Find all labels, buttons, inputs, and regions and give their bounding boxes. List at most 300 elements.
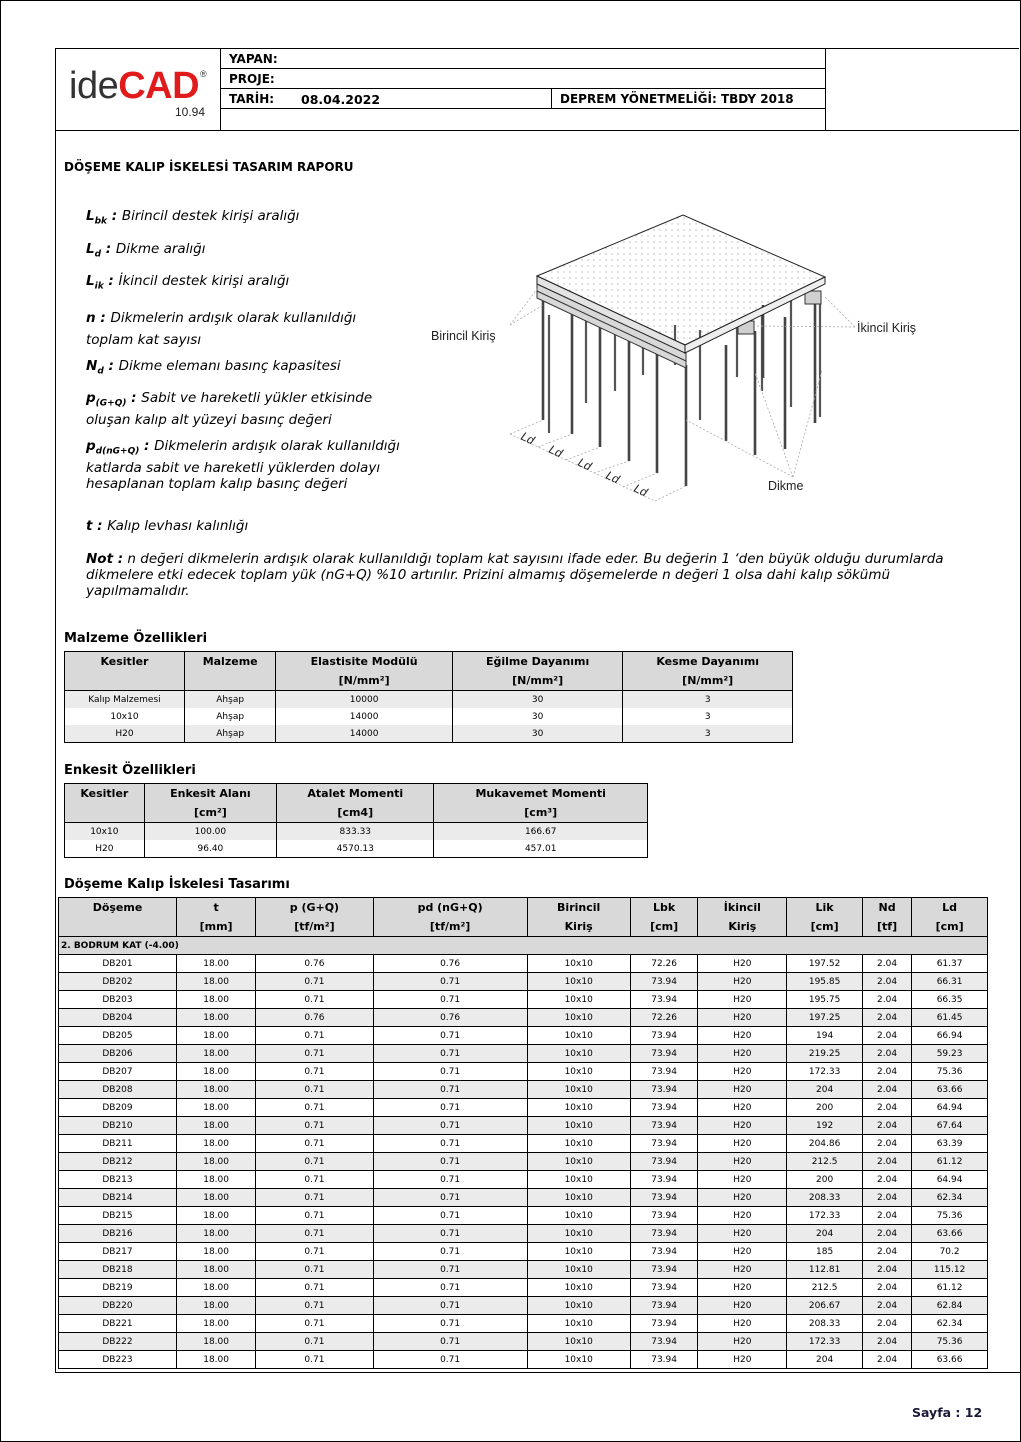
table-cell: 2.04 [862,1153,911,1171]
table-cell: 0.71 [373,1333,527,1351]
table-cell: 62.34 [912,1189,988,1207]
table-cell: 64.94 [912,1171,988,1189]
table-cell: DB216 [59,1225,177,1243]
table-cell: 0.71 [256,1279,373,1297]
group-label: 2. BODRUM KAT (-4.00) [59,937,988,955]
table-cell: 18.00 [177,1315,256,1333]
table-row [59,1207,988,1225]
legend-description: Dikmelerin ardışık olarak kullanıldığı toplam kat sayısı [86,310,357,348]
table-cell: 172.33 [787,1207,863,1225]
column-header [698,898,787,937]
table-cell: 10x10 [527,991,630,1009]
table-row [59,973,988,991]
table-cell: 73.94 [630,1171,698,1189]
header-line-1: pd (nG+Q) [417,901,483,914]
table-cell: 204 [787,1081,863,1099]
legend-item [86,518,406,540]
table-cell: 62.84 [912,1297,988,1315]
table-cell: 10x10 [527,1135,630,1153]
table-cell: 0.71 [256,1135,373,1153]
table-cell: 0.71 [373,1135,527,1153]
table-cell: 72.26 [630,1009,698,1027]
legend-subscript: d [94,249,102,260]
table-cell: 0.71 [373,991,527,1009]
table-row [65,708,793,725]
table-cell: 2.04 [862,1243,911,1261]
table-cell: 0.76 [373,1009,527,1027]
table-cell: 0.71 [373,1171,527,1189]
table-row [59,1153,988,1171]
table-cell: Ahşap [184,691,275,709]
table-row [59,1117,988,1135]
table-cell: H20 [698,991,787,1009]
table-cell: DB219 [59,1279,177,1297]
table-cell: 73.94 [630,1279,698,1297]
table-cell: 2.04 [862,1045,911,1063]
table-cell: 63.66 [912,1081,988,1099]
table-cell: DB208 [59,1081,177,1099]
table-cell: 30 [452,691,623,709]
legend-colon: : [101,241,116,257]
table-cell: 197.52 [787,955,863,973]
legend-description: Dikme elemanı basınç kapasitesi [118,358,341,374]
yapan-row [221,49,825,69]
table-cell: DB203 [59,991,177,1009]
table-cell: 2.04 [862,1099,911,1117]
table-cell: 18.00 [177,1297,256,1315]
table-row [59,1261,988,1279]
header-line-2 [65,671,184,690]
header-line-1: Kesitler [100,655,149,668]
table-cell: 0.71 [373,1261,527,1279]
table-cell: 0.71 [373,1189,527,1207]
table-cell: 61.45 [912,1009,988,1027]
deprem-yonetmeligi: DEPREM YÖNETMELİĞİ: TBDY 2018 [560,92,794,106]
header-line-1: p (G+Q) [289,901,340,914]
table-cell: 64.94 [912,1099,988,1117]
header-line-1: Ld [942,901,958,914]
column-header [65,652,185,691]
table-cell: 115.12 [912,1261,988,1279]
table-cell: 2.04 [862,1207,911,1225]
table-cell: 0.71 [256,1027,373,1045]
table-cell: Kalıp Malzemesi [65,691,185,709]
table-cell: 10x10 [527,1009,630,1027]
legend-symbol: n [86,310,96,326]
table-cell: 18.00 [177,1063,256,1081]
legend-colon: : [92,518,108,534]
table-cell: 0.71 [373,973,527,991]
legend-description: Kalıp levhası kalınlığı [107,518,249,534]
table-row [65,840,648,858]
table-cell: 10x10 [527,1171,630,1189]
table-cell: 73.94 [630,1081,698,1099]
legend-colon: : [95,310,111,326]
table-row [59,1027,988,1045]
table-cell: 63.39 [912,1135,988,1153]
table-cell: H20 [698,1081,787,1099]
table-cell: H20 [698,1207,787,1225]
table-cell: 18.00 [177,1099,256,1117]
table-cell: H20 [698,1351,787,1369]
table-cell: 2.04 [862,1063,911,1081]
table-cell: 206.67 [787,1297,863,1315]
column-header [912,898,988,937]
table-cell: 185 [787,1243,863,1261]
header-line-2: [cm²] [193,806,227,819]
table-cell: DB205 [59,1027,177,1045]
tarih-row [221,89,825,109]
table-cell: 18.00 [177,1261,256,1279]
table-cell: 18.00 [177,1027,256,1045]
page-number: Sayfa : 12 [912,1405,983,1420]
table-cell: DB215 [59,1207,177,1225]
table-cell: 73.94 [630,1189,698,1207]
table-cell: 10x10 [527,1099,630,1117]
header-line-2: [cm] [935,920,964,933]
legend-description: İkincil destek kirişi aralığı [118,273,290,289]
table-row [59,1171,988,1189]
table-cell: 0.71 [256,1099,373,1117]
table-cell: 195.75 [787,991,863,1009]
table-cell: 2.04 [862,1117,911,1135]
table-cell: 112.81 [787,1261,863,1279]
table-cell: 18.00 [177,991,256,1009]
table-cell: DB214 [59,1189,177,1207]
legend-item [86,390,406,428]
table-cell: 73.94 [630,1261,698,1279]
header-line-2: [cm4] [337,806,374,819]
table-cell: H20 [698,1333,787,1351]
table-cell: 0.71 [373,1225,527,1243]
table-cell: 72.26 [630,955,698,973]
table-cell: 2.04 [862,1027,911,1045]
table-cell: 2.04 [862,973,911,991]
table-cell: H20 [698,1279,787,1297]
label-ld-2: Ld [546,442,565,461]
table-cell: DB209 [59,1099,177,1117]
table-cell: 18.00 [177,1117,256,1135]
table-cell: 73.94 [630,1207,698,1225]
design-table [58,897,988,1369]
table-cell: 194 [787,1027,863,1045]
table-cell: 0.71 [256,1333,373,1351]
header-line-2: [N/mm²] [682,674,734,687]
table-cell: H20 [698,1315,787,1333]
table-cell: 2.04 [862,1009,911,1027]
legend-description: Dikmelerin ardışık olarak kullanıldığı katlarda sabit ve hareketli yüklerden dolayı hesaplanan toplam kalıp basınç değeri [86,438,400,492]
table-cell: 63.66 [912,1351,988,1369]
table-cell: H20 [698,973,787,991]
legend-symbol: t [86,518,93,534]
table-cell: 30 [452,725,623,743]
legend-symbol: N [86,358,98,374]
table-cell: 10x10 [527,955,630,973]
table-cell: 0.71 [373,1045,527,1063]
table-row [65,823,648,841]
table-cell: 75.36 [912,1063,988,1081]
table-cell: 0.76 [256,1009,373,1027]
table-row [59,1315,988,1333]
table-cell: 0.71 [256,1153,373,1171]
report-title: DÖŞEME KALIP İSKELESİ TASARIM RAPORU [64,160,354,174]
table-cell: 10x10 [527,1333,630,1351]
table-cell: 200 [787,1171,863,1189]
table-cell: 0.71 [256,1117,373,1135]
table-cell: H20 [698,1135,787,1153]
table-cell: 2.04 [862,1333,911,1351]
design-title: Döşeme Kalıp İskelesi Tasarımı [64,877,290,892]
header-line-2 [65,803,144,822]
legend-description: Birincil destek kirişi aralığı [121,208,300,224]
table-cell: 67.64 [912,1117,988,1135]
material-table [64,651,793,743]
table-cell: 10x10 [527,1243,630,1261]
slab [537,215,825,353]
header-line-1: Enkesit Alanı [170,787,251,800]
table-cell: 18.00 [177,1045,256,1063]
table-cell: 61.12 [912,1153,988,1171]
registered-icon: ® [200,69,207,79]
header-line-1: Döşeme [92,901,143,914]
header-line-1: Lbk [653,901,676,914]
column-header [59,898,177,937]
table-cell: 61.37 [912,955,988,973]
table-cell: 73.94 [630,1099,698,1117]
table-cell: 62.34 [912,1315,988,1333]
table-cell: DB223 [59,1351,177,1369]
table-cell: 18.00 [177,1351,256,1369]
table-cell: 0.71 [373,1117,527,1135]
header-line-1: Malzeme [202,655,258,668]
table-cell: 0.71 [373,1207,527,1225]
table-cell: Ahşap [184,725,275,743]
table-cell: 18.00 [177,1189,256,1207]
table-cell: 0.76 [256,955,373,973]
label-ld-3: Ld [575,455,594,474]
header-line-2: [cm³] [524,806,558,819]
table-cell: 73.94 [630,1027,698,1045]
table-cell: 3 [623,691,793,709]
column-header [623,652,793,691]
table-cell: 18.00 [177,1225,256,1243]
table-cell: 18.00 [177,1135,256,1153]
legend-subscript: d [97,366,104,377]
table-cell: 457.01 [434,840,648,858]
table-cell: 0.71 [256,1225,373,1243]
legend-colon: : [126,390,142,406]
table-row [59,1099,988,1117]
proje-label: PROJE: [229,72,275,86]
table-cell: 10x10 [527,1081,630,1099]
header-line-2 [185,671,275,690]
table-cell: 18.00 [177,1333,256,1351]
header-line-1: Atalet Momenti [307,787,404,800]
blank-row [221,109,825,128]
table-cell: 0.71 [256,1171,373,1189]
table-cell: 10x10 [527,1261,630,1279]
table-cell: 0.71 [373,1099,527,1117]
proje-row [221,69,825,89]
table-cell: 212.5 [787,1153,863,1171]
logo-text-cad: CAD [118,65,200,107]
table-cell: 10x10 [527,1045,630,1063]
table-cell: 73.94 [630,973,698,991]
header-line-2: [cm] [810,920,839,933]
header-line-1: Kesitler [80,787,129,800]
table-cell: 70.2 [912,1243,988,1261]
section-title: Enkesit Özellikleri [64,763,196,778]
table-cell: H20 [698,1297,787,1315]
group-row [59,937,988,955]
table-row [65,725,793,743]
table-cell: 10x10 [527,1117,630,1135]
column-header [862,898,911,937]
report-header [55,48,1019,131]
legend-colon: : [107,208,122,224]
legend-subscript: d(nG+Q) [95,446,140,457]
table-cell: 0.71 [373,1279,527,1297]
table-cell: 833.33 [277,823,434,841]
legend-item [86,273,406,295]
table-cell: 0.71 [373,1243,527,1261]
table-cell: 195.85 [787,973,863,991]
table-row [65,691,793,709]
table-cell: 73.94 [630,1351,698,1369]
table-cell: 0.71 [373,1027,527,1045]
legend-colon: : [139,438,155,454]
table-cell: 10x10 [527,1027,630,1045]
legend-subscript: bk [94,216,108,227]
table-cell: 0.71 [256,973,373,991]
column-header [452,652,623,691]
header-line-2: [cm] [650,920,679,933]
table-cell: H20 [698,1243,787,1261]
table-cell: 10x10 [527,1351,630,1369]
table-cell: 212.5 [787,1279,863,1297]
header-line-2: [N/mm²] [338,674,390,687]
table-cell: 0.71 [373,1081,527,1099]
column-header [144,784,276,823]
table-cell: 2.04 [862,1351,911,1369]
table-row [59,1351,988,1369]
table-cell: H20 [698,1189,787,1207]
logo-version: 10.94 [175,105,206,119]
header-line-2: Kiriş [564,920,593,933]
logo-cell [55,49,221,130]
table-cell: 10x10 [65,708,185,725]
table-cell: DB218 [59,1261,177,1279]
header-line-1: Nd [878,901,896,914]
table-row [59,1081,988,1099]
table-cell: 18.00 [177,1171,256,1189]
legend-colon: : [103,273,119,289]
table-cell: 2.04 [862,991,911,1009]
legend-symbol: L [86,208,95,224]
table-cell: 192 [787,1117,863,1135]
table-cell: 10x10 [527,1315,630,1333]
table-cell: 0.71 [256,1081,373,1099]
label-ikincil-kiris: İkincil Kiriş [857,321,917,335]
table-cell: DB210 [59,1117,177,1135]
legend-item [86,310,406,348]
idecad-logo [69,65,206,108]
header-row [65,652,793,691]
table-cell: H20 [698,955,787,973]
table-cell: 10x10 [527,1225,630,1243]
table-cell: 166.67 [434,823,648,841]
table-cell: DB221 [59,1315,177,1333]
table-cell: DB220 [59,1297,177,1315]
table-cell: 18.00 [177,1207,256,1225]
legend-item [86,208,406,230]
legend-symbol: L [86,273,95,289]
column-header [787,898,863,937]
table-cell: 2.04 [862,1261,911,1279]
legend-colon: : [103,358,119,374]
table-cell: 73.94 [630,1045,698,1063]
table-cell: 10000 [276,691,452,709]
table-cell: 2.04 [862,1225,911,1243]
table-cell: 66.35 [912,991,988,1009]
table-cell: 0.71 [256,1297,373,1315]
table-cell: 59.23 [912,1045,988,1063]
table-row [59,1009,988,1027]
formwork-diagram [425,205,935,505]
table-cell: 0.71 [373,1153,527,1171]
legend-item [86,438,406,492]
table-cell: 0.76 [373,955,527,973]
header-line-1: t [213,901,219,914]
table-cell: 73.94 [630,1063,698,1081]
table-cell: H20 [698,1261,787,1279]
column-header [434,784,648,823]
label-ld-4: Ld [603,468,622,487]
table-cell: 2.04 [862,1297,911,1315]
table-cell: DB202 [59,973,177,991]
table-row [59,991,988,1009]
header-line-1: Elastisite Modülü [310,655,418,668]
header-line-2: [mm] [199,920,233,933]
logo-text-ide: ide [69,65,119,107]
table-cell: 18.00 [177,1081,256,1099]
column-header [373,898,527,937]
header-line-2 [59,917,176,936]
table-cell: 63.66 [912,1225,988,1243]
header-line-2: [N/mm²] [512,674,564,687]
legend-item [86,358,406,380]
table-cell: H20 [698,1045,787,1063]
table-cell: 0.71 [373,1315,527,1333]
table-cell: 18.00 [177,973,256,991]
table-cell: 0.71 [256,1351,373,1369]
table-cell: DB213 [59,1171,177,1189]
table-cell: 96.40 [144,840,276,858]
header-line-2: Kiriş [728,920,757,933]
table-cell: 208.33 [787,1189,863,1207]
column-header [256,898,373,937]
table-cell: 200 [787,1099,863,1117]
legend-item [86,241,406,263]
table-cell: DB204 [59,1009,177,1027]
header-line-2: [tf] [877,920,898,933]
table-cell: DB222 [59,1333,177,1351]
table-cell: 197.25 [787,1009,863,1027]
table-cell: 10x10 [527,1279,630,1297]
table-cell: 0.71 [256,1207,373,1225]
table-cell: 2.04 [862,1189,911,1207]
table-cell: DB201 [59,955,177,973]
